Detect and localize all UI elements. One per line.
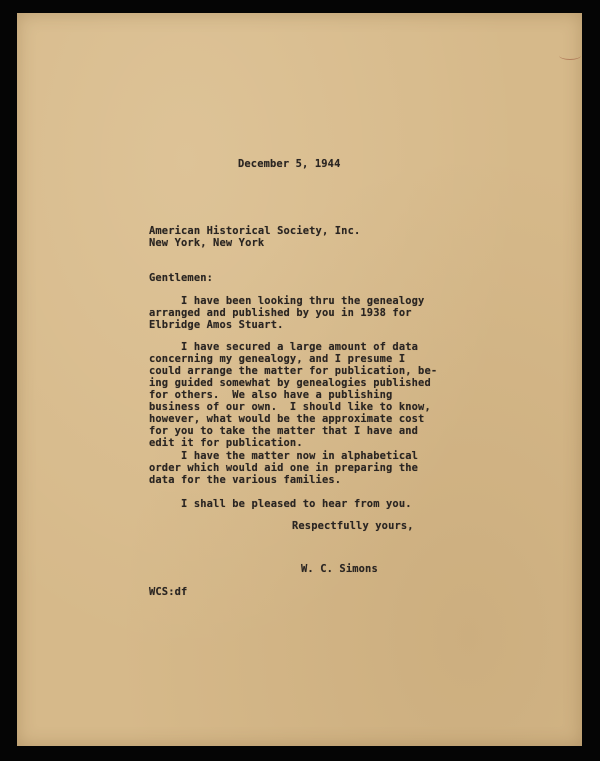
reference-initials: WCS:df — [149, 586, 188, 598]
salutation: Gentlemen: — [149, 272, 214, 284]
pencil-mark — [559, 51, 581, 60]
letter-page — [17, 13, 582, 746]
complimentary-closing: Respectfully yours, — [292, 520, 414, 532]
body-paragraph: I shall be pleased to hear from you. — [149, 498, 412, 510]
body-paragraph: I have the matter now in alphabetical order which would aid one in preparing the data for the various families. — [149, 450, 419, 486]
signature-name: W. C. Simons — [301, 563, 378, 575]
recipient-address: American Historical Society, Inc. New York, New York — [149, 225, 361, 249]
body-paragraph: I have been looking thru the genealogy arranged and published by you in 1938 for Elbridge Amos Stuart. — [149, 295, 425, 331]
letter-date: December 5, 1944 — [238, 158, 341, 170]
body-paragraph: I have secured a large amount of data concerning my genealogy, and I presume I could arrange the matter for publication, be- ing guided somewhat by genealogies published for others. We also have a publishing business of our own. I should like to know, however, what would be the approximate cost for you to take the matter that I have and edit it for publication. — [149, 341, 438, 449]
